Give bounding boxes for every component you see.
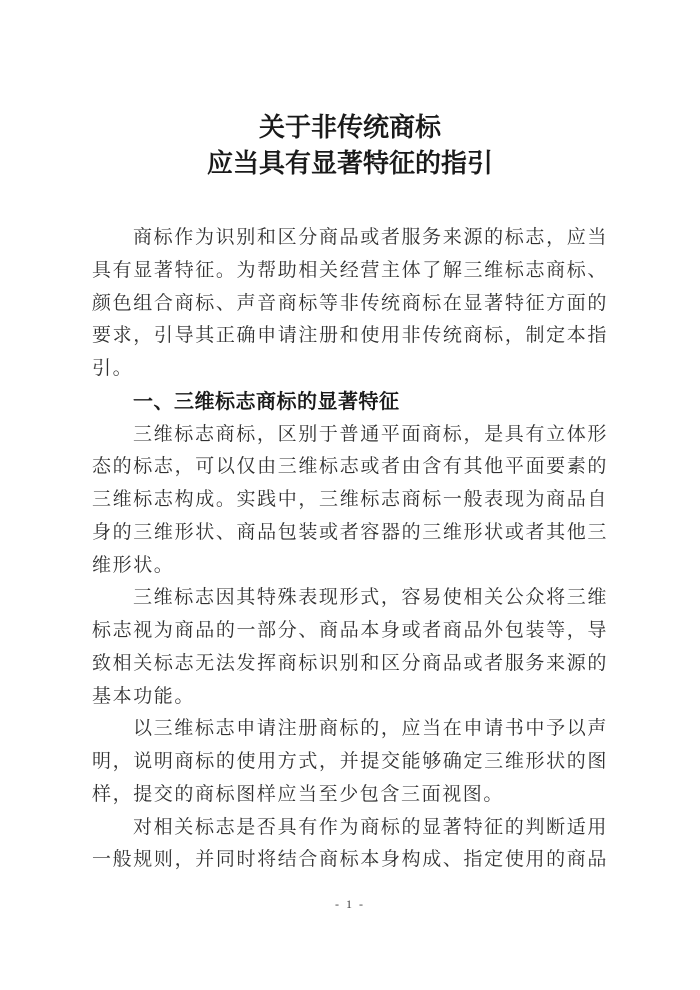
- text-line: 标志视为商品的一部分、商品本身或者商品外包装等，导: [92, 620, 608, 641]
- text-line: 一般规则，并同时将结合商标本身构成、指定使用的商品: [92, 849, 608, 871]
- text-line: 态的标志，可以仅由三维标志或者由含有其他平面要素的: [92, 456, 608, 478]
- text-line: 颜色组合商标、声音商标等非传统商标在显著特征方面的: [92, 292, 608, 314]
- text-line: 基本功能。: [92, 685, 196, 707]
- text-line: 致相关标志无法发挥商标识别和区分商品或者服务来源的: [92, 652, 608, 674]
- text-line: 以三维标志申请注册商标的，应当在申请书中予以声: [133, 718, 608, 740]
- text-line: 样，提交的商标图样应当至少包含三面视图。: [92, 783, 505, 805]
- text-line: 维形状。: [92, 554, 175, 576]
- page-number: - 1 -: [335, 897, 365, 911]
- title-line-1: 关于非传统商标: [258, 113, 441, 142]
- text-line: 明，说明商标的使用方式，并提交能够确定三维形状的图: [92, 751, 608, 772]
- document-title: [0, 110, 700, 182]
- document-body: [92, 222, 608, 877]
- section-heading: 一、三维标志商标的显著特征: [133, 390, 400, 413]
- title-line-2: 应当具有显著特征的指引: [206, 149, 493, 178]
- text-line: 对相关标志是否具有作为商标的显著特征的判断适用: [133, 816, 608, 838]
- text-line: 具有显著特征。为帮助相关经营主体了解三维标志商标、: [92, 259, 608, 281]
- text-line: 三维标志构成。实践中，三维标志商标一般表现为商品自: [92, 489, 608, 510]
- text-line: 三维标志商标，区别于普通平面商标，是具有立体形: [133, 423, 608, 445]
- text-line: 引。: [92, 358, 134, 379]
- text-line: 要求，引导其正确申请注册和使用非传统商标，制定本指: [92, 325, 608, 347]
- text-line: 商标作为识别和区分商品或者服务来源的标志，应当: [133, 227, 608, 248]
- text-line: 三维标志因其特殊表现形式，容易使相关公众将三维: [133, 587, 608, 609]
- text-line: 身的三维形状、商品包装或者容器的三维形状或者其他三: [92, 521, 608, 543]
